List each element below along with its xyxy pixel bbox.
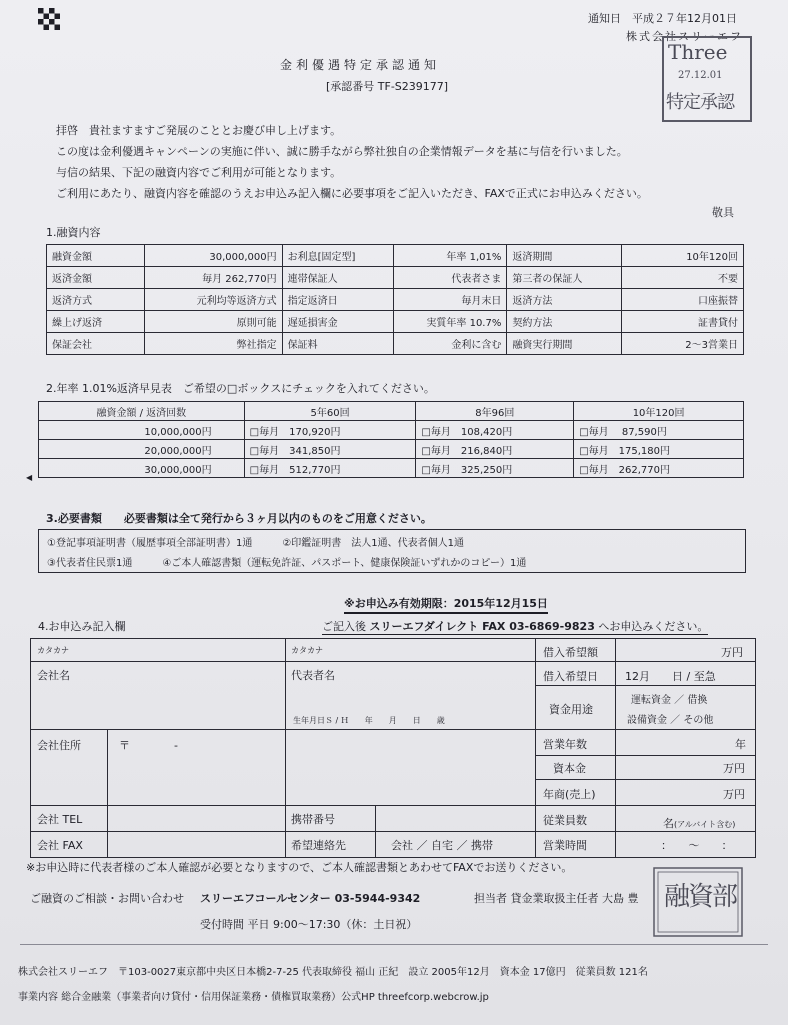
loan-field-value: 口座振替: [622, 289, 744, 311]
loan-field-value: 実質年率 10.7%: [394, 311, 507, 333]
schedule-option-checkbox[interactable]: □毎月 108,420円: [416, 421, 574, 440]
loan-field-value: 10年120回: [622, 245, 744, 267]
stamp-date: 27.12.01: [678, 70, 723, 81]
intro-line-2: この度は金利優遇キャンペーンの実施に伴い、誠に勝手ながら弊社独自の企業情報データを基に与信を行いました。: [56, 145, 628, 158]
contact-preference-label: 希望連絡先: [291, 839, 346, 852]
company-name: 株式会社スリーエフ: [626, 30, 743, 43]
schedule-header-row: [39, 402, 744, 421]
loan-field-label: 返済方式: [47, 289, 145, 311]
mobile-number-label: 携帯番号: [291, 813, 335, 826]
annual-sales-unit: 万円: [723, 788, 745, 801]
katakana-label-rep: カタカナ: [291, 646, 323, 655]
application-form: [30, 638, 756, 858]
schedule-header-cell: 5年60回: [244, 402, 416, 421]
loan-field-value: 年率 1,01%: [394, 245, 507, 267]
loan-field-label: 返済期間: [507, 245, 622, 267]
schedule-amount-cell: 30,000,000円: [39, 459, 245, 478]
loan-date-field[interactable]: 12月 日 / 至急: [625, 670, 716, 683]
loan-field-value: 不要: [622, 267, 744, 289]
company-logo-icon: [38, 8, 60, 30]
schedule-option-checkbox[interactable]: □毎月 341,850円: [244, 440, 416, 459]
business-years-unit: 年: [735, 738, 746, 751]
loan-amount-label: 借入希望額: [543, 646, 598, 659]
section4-title: 4.お申込み記入欄: [38, 620, 126, 633]
loan-amount-unit: 万円: [721, 646, 743, 659]
business-years-label: 営業年数: [543, 738, 587, 751]
loan-field-label: 保証会社: [47, 333, 145, 355]
employee-count-unit: 名(アルバイト含む): [663, 817, 736, 830]
loan-details-table: [46, 244, 744, 355]
intro-line-3: 与信の結果、下記の融資内容でご利用が可能となります。: [56, 166, 342, 179]
schedule-option-checkbox[interactable]: □毎月 175,180円: [574, 440, 744, 459]
schedule-amount-cell: 10,000,000円: [39, 421, 245, 440]
required-documents-box: [38, 529, 746, 573]
repayment-schedule-table: [38, 401, 744, 478]
section2-title: 2.年率 1.01%返済早見表 ご希望の□ボックスにチェックを入れてください。: [46, 382, 435, 395]
employee-count-label: 従業員数: [543, 814, 587, 827]
fax-instruction: [322, 618, 708, 635]
closing-word: 敬具: [712, 206, 734, 219]
schedule-row: [39, 459, 744, 478]
schedule-option-checkbox[interactable]: □毎月 216,840円: [416, 440, 574, 459]
annual-sales-label: 年商(売上): [543, 788, 596, 801]
schedule-header-cell: 10年120回: [574, 402, 744, 421]
loan-field-value: 弊社指定: [144, 333, 282, 355]
schedule-amount-cell: 20,000,000円: [39, 440, 245, 459]
company-seal: [652, 866, 744, 938]
loan-row: [47, 267, 744, 289]
footer-business-info: 事業内容 総合金融業（事業者向け貸付・信用保証業務・債権買取業務）公式HP threefcorp.webcrow.jp: [18, 992, 489, 1003]
loan-row: [47, 311, 744, 333]
company-address-label: 会社住所: [37, 739, 81, 752]
id-note: ※お申込時に代表者様のご本人確認が必要となりますので、ご本人確認書類とあわせてFAXでお送りください。: [26, 861, 573, 874]
fund-purpose-option-2[interactable]: 設備資金 ／ その他: [627, 715, 714, 726]
loan-row: [47, 289, 744, 311]
loan-date-label: 借入希望日: [543, 670, 598, 683]
footer-divider: [20, 944, 768, 945]
loan-field-label: 第三者の保証人: [507, 267, 622, 289]
fax-number: スリーエフダイレクト FAX 03-6869-9823: [369, 620, 595, 633]
loan-field-value: 元利均等返済方式: [144, 289, 282, 311]
capital-label: 資本金: [553, 762, 586, 775]
fax-prefix: ご記入後: [322, 620, 366, 633]
document-title: 金利優遇特定承認通知: [280, 58, 441, 72]
approval-stamp: [662, 36, 752, 122]
loan-field-label: 返済方法: [507, 289, 622, 311]
schedule-row: [39, 421, 744, 440]
loan-field-label: 契約方法: [507, 311, 622, 333]
notice-date: 通知日 平成２７年12月01日: [588, 12, 737, 25]
fund-purpose-label: 資金用途: [549, 703, 593, 716]
rep-name-label: 代表者名: [291, 669, 335, 682]
loan-field-value: 毎月 262,770円: [144, 267, 282, 289]
schedule-row: [39, 440, 744, 459]
section3-title: 3.必要書類 必要書類は全て発行から３ヶ月以内のものをご用意ください。: [46, 512, 432, 525]
loan-field-label: 指定返済日: [282, 289, 394, 311]
postal-code-field[interactable]: 〒 -: [119, 739, 178, 752]
company-fax-label: 会社 FAX: [37, 839, 83, 852]
intro-line-1: 拝啓 貴社ますますご発展のこととお慶び申し上げます。: [56, 124, 342, 137]
manager-info: 担当者 貸金業取扱主任者 大島 豊: [474, 892, 639, 905]
loan-field-label: 返済金額: [47, 267, 145, 289]
loan-field-value: 原則可能: [144, 311, 282, 333]
reception-hours: 受付時間 平日 9:00～17:30（休：土日祝）: [200, 918, 418, 931]
schedule-option-checkbox[interactable]: □毎月 325,250円: [416, 459, 574, 478]
section1-title: 1.融資内容: [46, 226, 101, 239]
loan-field-label: 連帯保証人: [282, 267, 394, 289]
employee-note: (アルバイト含む): [674, 820, 736, 829]
loan-field-label: 繰上げ返済: [47, 311, 145, 333]
stamp-bottom-text: 特定承認: [666, 92, 734, 113]
schedule-option-checkbox[interactable]: □毎月 512,770円: [244, 459, 416, 478]
required-documents-line-1: ①登記事項証明書（履歴事項全部証明書）1通 ②印鑑証明書 法人1通、代表者個人1通: [47, 538, 465, 549]
katakana-label-company: カタカナ: [37, 646, 69, 655]
schedule-header-cell: 8年96回: [416, 402, 574, 421]
loan-field-value: 2～3営業日: [622, 333, 744, 355]
schedule-option-checkbox[interactable]: □毎月 170,920円: [244, 421, 416, 440]
schedule-option-checkbox[interactable]: □毎月 87,590円: [574, 421, 744, 440]
loan-field-value: 毎月末日: [394, 289, 507, 311]
intro-line-4: ご利用にあたり、融資内容を確認のうえお申込み記入欄に必要事項をご記入いただき、FAXで正式にお申込みください。: [56, 187, 648, 200]
loan-row: [47, 245, 744, 267]
footer-company-info: 株式会社スリーエフ 〒103-0027東京都中央区日本橋2-7-25 代表取締役 福山 正紀 設立 2005年12月 資本金 17億円 従業員数 121名: [18, 967, 648, 978]
loan-field-value: 代表者さま: [394, 267, 507, 289]
business-hours-label: 営業時間: [543, 839, 587, 852]
loan-field-value: 証書貸付: [622, 311, 744, 333]
contact-label: ご融資のご相談・お問い合わせ: [30, 892, 184, 905]
loan-field-label: 保証料: [282, 333, 394, 355]
business-hours-field[interactable]: ： ～ ：: [661, 839, 733, 852]
application-deadline: ※お申込み有効期限：2015年12月15日: [344, 595, 548, 614]
loan-field-value: 30,000,000円: [144, 245, 282, 267]
capital-unit: 万円: [723, 762, 745, 775]
loan-field-label: 遅延損害金: [282, 311, 394, 333]
required-documents-line-2: ③代表者住民票1通 ④ご本人確認書類（運転免許証、パスポート、健康保険証いずれかのコピー）1通: [47, 558, 527, 569]
fund-purpose-option-1[interactable]: 運転資金 ／ 借換: [631, 695, 708, 706]
loan-row: [47, 333, 744, 355]
loan-field-label: 融資実行期間: [507, 333, 622, 355]
fax-suffix: へお申込みください。: [598, 620, 709, 633]
contact-preference-options[interactable]: 会社 ／ 自宅 ／ 携帯: [391, 839, 493, 852]
loan-field-value: 金利に含む: [394, 333, 507, 355]
company-name-label: 会社名: [37, 669, 70, 682]
stamp-top-text: Three: [668, 40, 728, 64]
birth-date-field[interactable]: 生年月日Ｓ / Ｈ 年 月 日 歳: [293, 716, 445, 725]
schedule-option-checkbox[interactable]: □毎月 262,770円: [574, 459, 744, 478]
company-tel-label: 会社 TEL: [37, 813, 83, 826]
call-center: スリーエフコールセンター 03-5944-9342: [200, 892, 421, 905]
seal-text: 融資部: [664, 882, 737, 912]
loan-field-label: 融資金額: [47, 245, 145, 267]
approval-number: [承認番号 TF-S239177]: [326, 80, 449, 93]
schedule-header-cell: 融資金額 / 返済回数: [39, 402, 245, 421]
row-marker-icon: ◀: [26, 473, 33, 482]
loan-field-label: お利息[固定型]: [282, 245, 394, 267]
